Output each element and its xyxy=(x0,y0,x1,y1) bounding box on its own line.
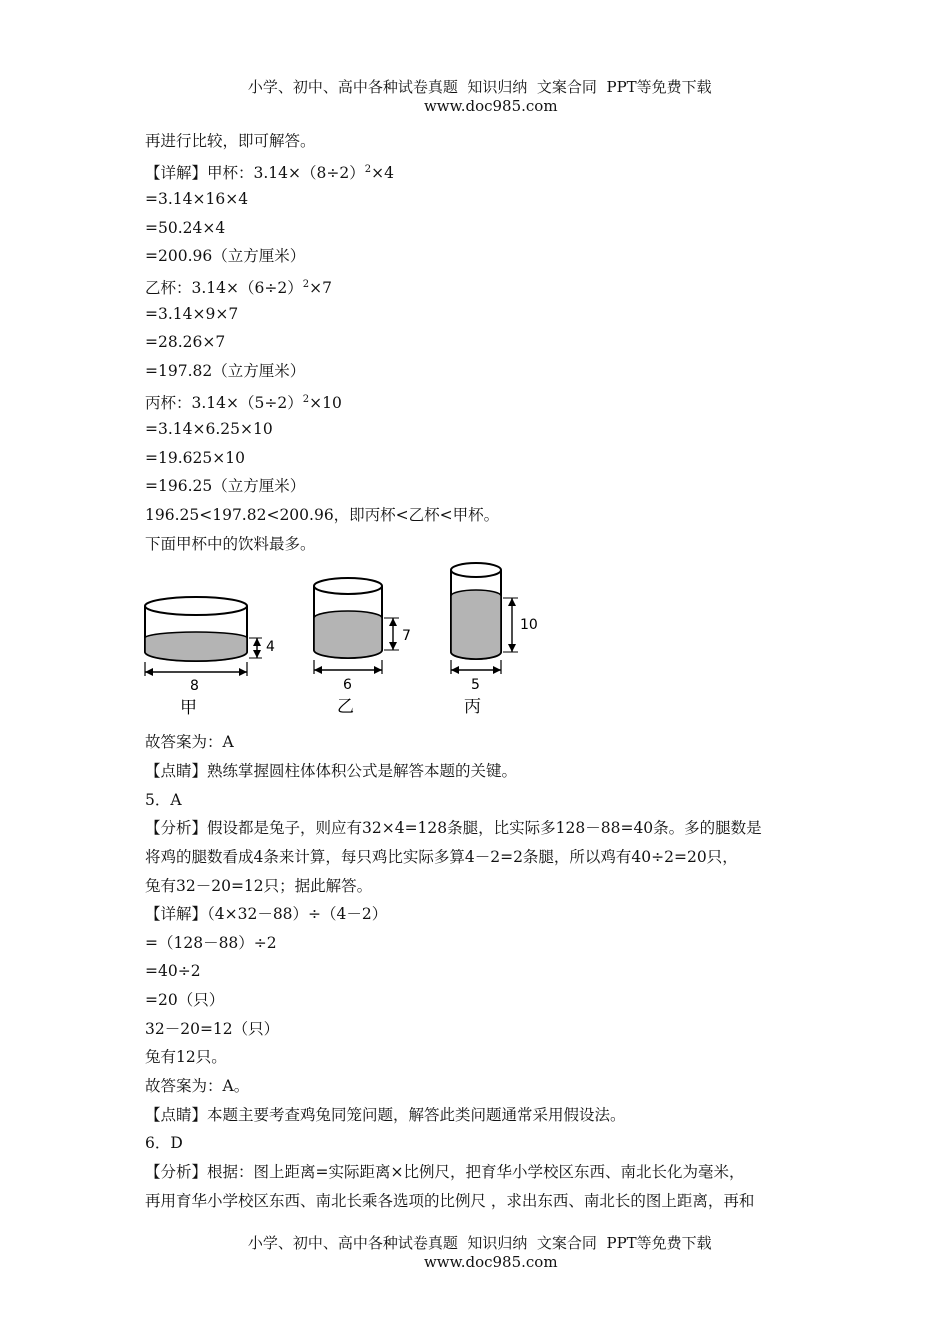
cup-jia-name: 甲 xyxy=(180,698,197,718)
text-line: =19.625×10 xyxy=(145,449,245,467)
text-line: 【点睛】熟练掌握圆柱体体积公式是解答本题的关键。 xyxy=(145,762,518,780)
cup-yi-height: 7 xyxy=(402,628,411,644)
text-line: =3.14×9×7 xyxy=(145,305,239,323)
cylinder-figure xyxy=(0,560,950,720)
cup-jia-diameter: 8 xyxy=(190,678,199,694)
cup-bing-height: 10 xyxy=(520,617,538,633)
text-line: 丙杯：$3.14\times(5\div 2)^2\times 10$ xyxy=(145,394,342,412)
page-header xyxy=(0,58,950,115)
text-line: 兔有12只。 xyxy=(145,1048,227,1066)
text-line: =40÷2 xyxy=(145,962,201,980)
cup-bing-name: 丙 xyxy=(464,697,481,717)
text-line: =3.14×6.25×10 xyxy=(145,420,273,438)
cup-yi-diameter: 6 xyxy=(343,677,352,693)
cup-bing-diameter: 5 xyxy=(471,677,480,693)
cup-jia xyxy=(145,597,275,718)
text-line: 下面甲杯中的饮料最多。 xyxy=(145,535,316,553)
cup-yi-name: 乙 xyxy=(337,697,354,717)
text-line: 故答案为：A xyxy=(145,733,234,751)
text-line: 再进行比较，即可解答。 xyxy=(145,132,316,150)
text-line: =28.26×7 xyxy=(145,333,226,351)
text-line: 故答案为：A。 xyxy=(145,1077,250,1095)
text-line: 【分析】根据：图上距离=实际距离×比例尺，把育华小学校区东西、南北长化为毫米， xyxy=(145,1163,745,1181)
text-line: 兔有32－20=12只；据此解答。 xyxy=(145,877,373,895)
page-footer xyxy=(0,1214,950,1271)
text-line: =200.96（立方厘米） xyxy=(145,247,306,265)
cup-bing xyxy=(451,563,538,717)
text-line: 6．D xyxy=(145,1134,183,1152)
text-line: 【详解】（4×32－88）÷（4－2） xyxy=(145,905,388,923)
cup-jia-height: 4 xyxy=(266,639,275,655)
text-line: =196.25（立方厘米） xyxy=(145,477,306,495)
footer-url[interactable]: www.doc985.com xyxy=(423,1253,558,1271)
text-line: 再用育华小学校区东西、南北长乘各选项的比例尺 ，求出东西、南北长的图上距离，再和 xyxy=(145,1192,755,1210)
cup-yi xyxy=(314,578,411,717)
footer-text: 小学、初中、高中各种试卷真题 知识归纳 文案合同 PPT等免费下载 xyxy=(247,1234,712,1252)
text-line: 将鸡的腿数看成4条来计算，每只鸡比实际多算4－2=2条腿，所以鸡有40÷2=20只， xyxy=(145,848,738,866)
text-line: =50.24×4 xyxy=(145,219,226,237)
text-line: 32－20=12（只） xyxy=(145,1020,280,1038)
text-line: =197.82（立方厘米） xyxy=(145,362,306,380)
text-line: =（128－88）÷2 xyxy=(145,934,277,952)
text-line: 【详解】甲杯：$3.14\times(8\div 2)^2\times 4$ xyxy=(145,164,394,182)
text-line: 【分析】假设都是兔子，则应有32×4=128条腿，比实际多128－88=40条。多的腿数是 xyxy=(145,819,762,837)
header-text: 小学、初中、高中各种试卷真题 知识归纳 文案合同 PPT等免费下载 xyxy=(247,78,712,96)
header-url[interactable]: www.doc985.com xyxy=(423,97,558,115)
text-line: =20（只） xyxy=(145,991,225,1009)
text-line: =3.14×16×4 xyxy=(145,190,249,208)
text-line: 【点睛】本题主要考查鸡兔同笼问题，解答此类问题通常采用假设法。 xyxy=(145,1106,626,1124)
text-line: 乙杯：$3.14\times(6\div 2)^2\times 7$ xyxy=(145,279,332,297)
text-line: 5．A xyxy=(145,791,182,809)
text-line: 196.25<197.82<200.96，即丙杯<乙杯<甲杯。 xyxy=(145,506,500,524)
